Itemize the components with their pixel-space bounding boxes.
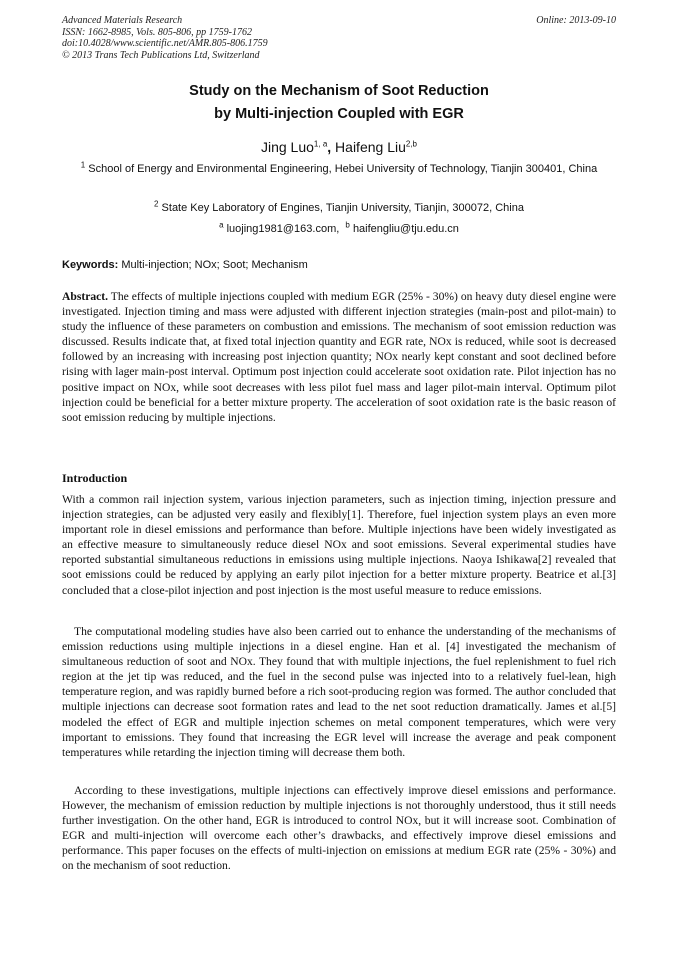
affiliation-2-marker: 2 <box>154 199 159 209</box>
email-a-marker: a <box>219 220 224 230</box>
keywords-text: Multi-injection; NOx; Soot; Mechanism <box>121 259 308 271</box>
abstract-text: The effects of multiple injections coupled with medium EGR (25% - 30%) on heavy duty diesel engine were investigated. Injection timing and mass were adjusted with different injection strategies (main-post and pilot-main) to study the influence of these parameters on combustion and emissions. The mechanism of soot emission reduction was discussed. Results indicate that, at fixed total injection quantity and EGR rate, NOx is reduced, while soot is decreased followed by an increasing with increasing post injection quantity; NOx nearly kept constant and soot declined before rising with lager main-post interval. Optimum post injection could accelerate soot oxidation rate. Pilot injection has no positive impact on NOx, while soot decreases with less pilot fuel mass and lager pilot-main interval. Optimum pilot injection could be beneficial for a better mixture property. The acceleration of soot oxidation rate is the basic reason of soot emission reducing by multiple injections. <box>62 290 616 424</box>
author-1: Jing Luo <box>260 139 314 155</box>
email-b-marker: b <box>345 220 350 230</box>
paragraph-text: According to these investigations, multiple injections can effectively improve diesel emissions and performance. However, the mechanism of emission reduction by multiple injections is not thoroughly understood, thus it still needs further investigation. On the other hand, EGR is introduced to control NOx, but it will increase soot. Combination of EGR and multi-injection will overcome each other’s drawbacks, and effectively improve diesel emissions and performance. This paper focuses on the effects of multi-injection on emissions at medium EGR rate (25% - 30%) and on the mechanism of soot reduction. <box>62 784 616 873</box>
paragraph-text: With a common rail injection system, various injection parameters, such as injection timing, injection pressure and injection strategies, can be adjusted very easily and flexibly[1]. Therefore, fuel injection system plays an even more important role in diesel emissions and performance than before. Multiple injections have been widely investigated as an effective measure to simultaneously reduce diesel NOx and soot emissions. Several experimental studies have reported substantial simultaneous reductions in emissions using multiple injections. Naoya Ishikawa[2] revealed that soot emissions could be reduced by applying an early pilot injection for a better mixture property. Beatrice et al.[3] concluded that a close-pilot injection and post injection is the most useful measure to reduce emissions. <box>62 493 616 597</box>
keywords-label: Keywords: <box>62 259 119 271</box>
paragraph-text: The computational modeling studies have also been carried out to enhance the understanding of the mechanisms of emission reductions using multiple injections in a diesel engine. Han et al. [4] investigated the mechanism of simultaneous reduction of soot and NOx. They found that with multiple injections, the fuel replenishment to fuel rich region at the jet tip was reduced, and the fuel in the second pulse was injected into to a relatively fuel-lean, high temperature region, and was rapidly burned before a rich soot-producing region was formed. The author concluded that multiple injections can decrease soot formation rates and lead to the net soot reduction dramatically. James et al.[5] modeled the effect of EGR and multiple injection schemes on metal component temperatures, which were very important to emissions. They found that increasing the EGR level will increase the average and peak component temperatures while retarding the injection timing will decrease them both. <box>62 625 616 759</box>
affiliation-2 <box>62 201 616 216</box>
doi-line: doi:10.4028/www.scientific.net/AMR.805-806.1759 <box>62 38 268 49</box>
email-b: haifengliu@tju.edu.cn <box>352 223 459 235</box>
title-line-1: Study on the Mechanism of Soot Reduction <box>189 83 489 99</box>
author-separator: , <box>327 139 332 155</box>
introduction-paragraph-3 <box>62 783 616 874</box>
author-emails <box>62 222 616 237</box>
introduction-heading: Introduction <box>62 471 128 485</box>
author-2-superscript: 2,b <box>405 139 417 149</box>
author-1-superscript: 1, a <box>313 139 328 149</box>
affiliation-1 <box>62 162 616 177</box>
title-line-2: by Multi-injection Coupled with EGR <box>214 106 464 122</box>
online-date: Online: 2013-09-10 <box>536 15 616 26</box>
journal-header <box>62 15 616 61</box>
author-2: Haifeng Liu <box>335 139 406 155</box>
journal-name: Advanced Materials Research <box>62 15 183 26</box>
copyright-line: © 2013 Trans Tech Publications Ltd, Switzerland <box>62 49 260 61</box>
introduction-paragraph-2 <box>62 624 616 760</box>
abstract-label: Abstract. <box>62 290 109 303</box>
affiliation-1-text: School of Energy and Environmental Engineering, Hebei University of Technology, Tianjin 300401, China <box>88 163 598 175</box>
issn-line: ISSN: 1662-8985, Vols. 805-806, pp 1759-1762 <box>62 26 252 38</box>
affiliation-2-text: State Key Laboratory of Engines, Tianjin University, Tianjin, 300072, China <box>161 202 524 214</box>
keywords <box>62 258 616 273</box>
introduction-paragraph-1 <box>62 492 616 598</box>
affiliation-1-marker: 1 <box>80 160 86 170</box>
email-a: luojing1981@163.com, <box>226 223 340 235</box>
author-list <box>62 137 616 157</box>
paper-title <box>62 80 616 126</box>
abstract <box>62 289 616 425</box>
